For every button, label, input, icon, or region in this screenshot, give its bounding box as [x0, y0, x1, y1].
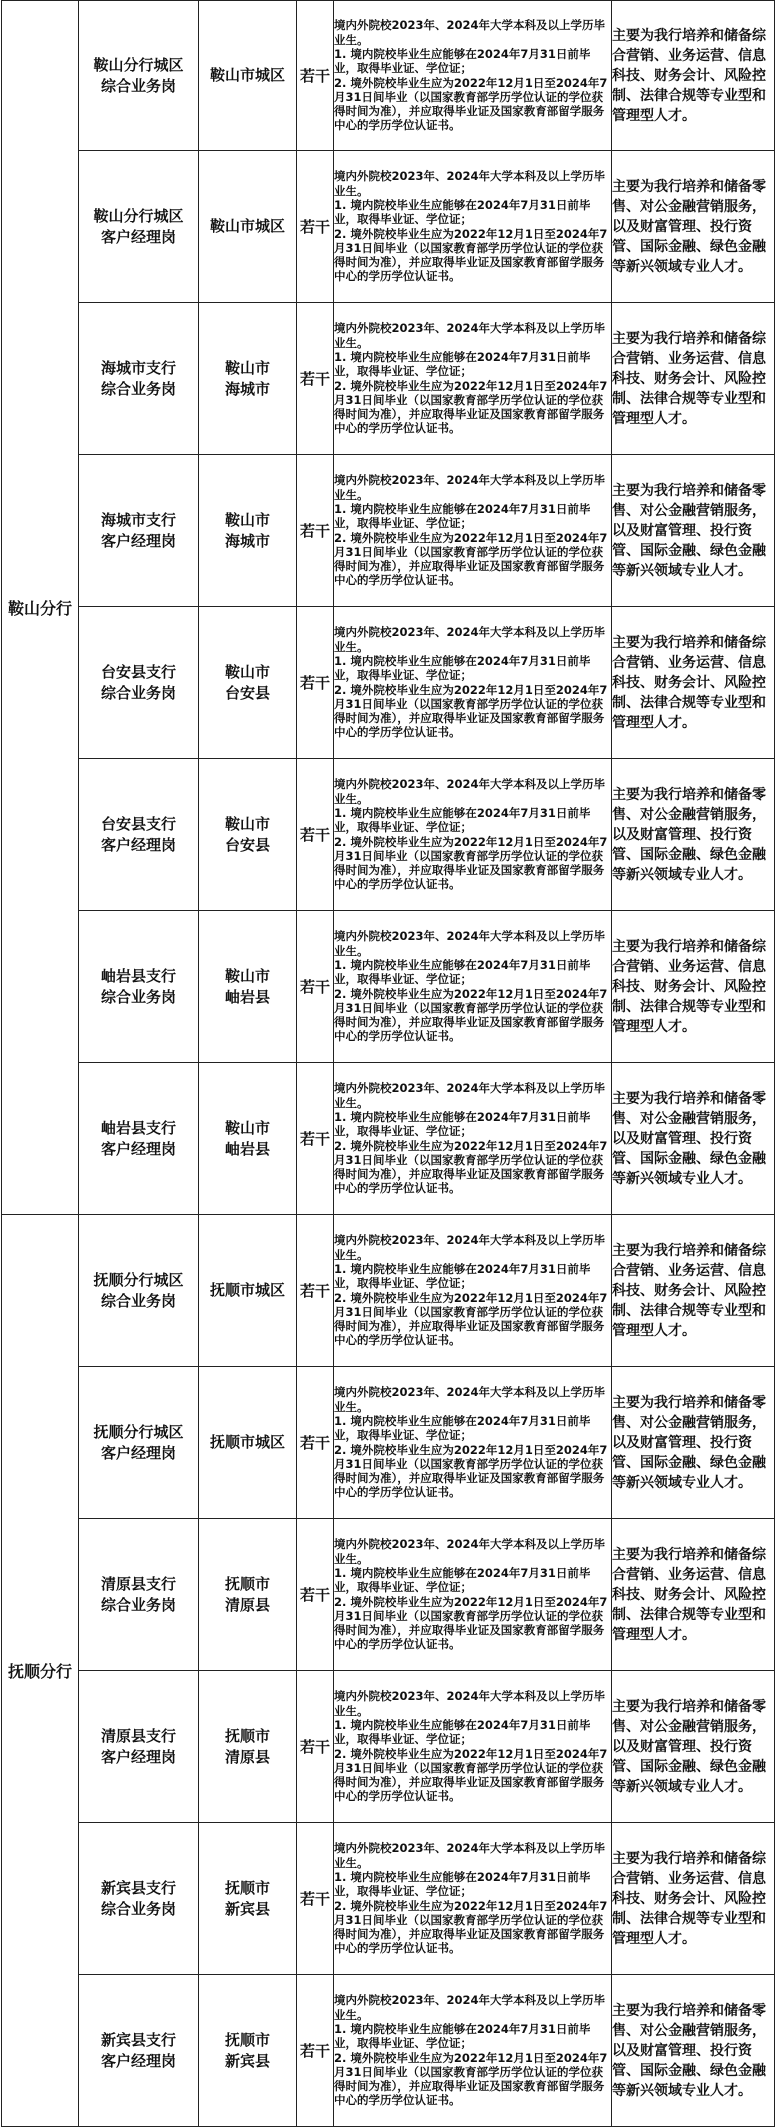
- position-cell: [79, 1975, 199, 2127]
- cell-line: 抚顺市: [224, 1878, 270, 1897]
- cell-line: 台安县支行: [100, 662, 176, 681]
- location-cell: [199, 1215, 297, 1367]
- cell-line: 鞍山市: [224, 510, 270, 529]
- requirement-item1: 1. 境内院校毕业生应能够在2024年7月31日前毕业，取得毕业证、学位证；: [334, 805, 591, 835]
- cell-line: 综合业务岗: [100, 987, 176, 1006]
- duty-cell: 主要为我行培养和储备综合营销、业务运营、信息科技、财务会计、风险控制、法律合规等专业型和管理型人才。: [612, 607, 775, 759]
- cell-line: 抚顺分行城区: [93, 1270, 184, 1289]
- cell-line: 综合业务岗: [100, 1899, 176, 1918]
- requirement-intro: 境内外院校2023年、2024年大学本科及以上学历毕业生。: [334, 929, 606, 958]
- recruitment-table: [1, 0, 775, 2127]
- cell-line: 清原县支行: [100, 1574, 176, 1593]
- requirement-cell: [334, 303, 612, 455]
- table-row: [2, 1, 775, 151]
- table-row: [2, 1367, 775, 1519]
- requirement-cell: [334, 1519, 612, 1671]
- duty-cell: 主要为我行培养和储备综合营销、业务运营、信息科技、财务会计、风险控制、法律合规等专业型和管理型人才。: [612, 303, 775, 455]
- cell-line: 鞍山分行城区: [93, 55, 184, 74]
- requirement-item1: 1. 境内院校毕业生应能够在2024年7月31日前毕业，取得毕业证、学位证；: [334, 1717, 591, 1747]
- position-cell: [79, 1063, 199, 1215]
- requirement-cell: [334, 1823, 612, 1975]
- cell-line: 抚顺市: [224, 1726, 270, 1745]
- location-cell: [199, 151, 297, 303]
- requirement-cell: [334, 151, 612, 303]
- requirement-intro: 境内外院校2023年、2024年大学本科及以上学历毕业生。: [334, 1385, 606, 1414]
- position-cell: [79, 455, 199, 607]
- branch-cell: 抚顺分行: [2, 1215, 79, 2127]
- table-body: [2, 1, 775, 2127]
- cell-line: 客户经理岗: [100, 1747, 176, 1766]
- location-cell: [199, 911, 297, 1063]
- quantity-cell: 若干: [297, 151, 334, 303]
- location-cell: [199, 607, 297, 759]
- table-row: [2, 1975, 775, 2127]
- cell-line: 抚顺分行城区: [93, 1422, 184, 1441]
- quantity-cell: 若干: [297, 303, 334, 455]
- location-cell: [199, 1063, 297, 1215]
- location-cell: [199, 1975, 297, 2127]
- requirement-cell: [334, 911, 612, 1063]
- quantity-cell: 若干: [297, 911, 334, 1063]
- cell-line: 清原县支行: [100, 1726, 176, 1745]
- requirement-item1: 1. 境内院校毕业生应能够在2024年7月31日前毕业，取得毕业证、学位证；: [334, 1869, 591, 1899]
- requirement-item2: 2. 境外院校毕业生应为2022年12月1日至2024年7月31日间毕业（以国家教育部学历学位认证的学位获得时间为准），并应取得毕业证及国家教育部留学服务中心的学历学位认证书。: [334, 1594, 608, 1652]
- requirement-item2: 2. 境外院校毕业生应为2022年12月1日至2024年7月31日间毕业（以国家教育部学历学位认证的学位获得时间为准），并应取得毕业证及国家教育部留学服务中心的学历学位认证书。: [334, 1290, 608, 1348]
- cell-line: 抚顺市城区: [209, 1433, 285, 1451]
- requirement-intro: 境内外院校2023年、2024年大学本科及以上学历毕业生。: [334, 1993, 606, 2022]
- table-row: [2, 1823, 775, 1975]
- cell-line: 抚顺市: [224, 1574, 270, 1593]
- requirement-intro: 境内外院校2023年、2024年大学本科及以上学历毕业生。: [334, 1841, 606, 1870]
- cell-line: 新宾县支行: [100, 1878, 176, 1897]
- quantity-cell: 若干: [297, 759, 334, 911]
- cell-line: 鞍山市城区: [209, 66, 285, 84]
- cell-line: 岫岩县: [224, 1139, 270, 1158]
- requirement-item2: 2. 境外院校毕业生应为2022年12月1日至2024年7月31日间毕业（以国家教育部学历学位认证的学位获得时间为准），并应取得毕业证及国家教育部留学服务中心的学历学位认证书。: [334, 1138, 608, 1196]
- quantity-cell: 若干: [297, 1063, 334, 1215]
- position-cell: [79, 1, 199, 151]
- position-cell: [79, 303, 199, 455]
- location-cell: [199, 455, 297, 607]
- cell-line: 客户经理岗: [100, 2051, 176, 2070]
- branch-cell: 鞍山分行: [2, 1, 79, 1215]
- cell-line: 台安县: [224, 835, 270, 854]
- requirement-cell: [334, 759, 612, 911]
- location-cell: [199, 1823, 297, 1975]
- location-cell: [199, 303, 297, 455]
- quantity-cell: 若干: [297, 1, 334, 151]
- duty-cell: 主要为我行培养和储备零售、对公金融营销服务，以及财富管理、投行资管、国际金融、绿色金融等新兴领域专业人才。: [612, 455, 775, 607]
- location-cell: [199, 1, 297, 151]
- requirement-item1: 1. 境内院校毕业生应能够在2024年7月31日前毕业，取得毕业证、学位证；: [334, 197, 591, 227]
- cell-line: 鞍山市: [224, 1118, 270, 1137]
- requirement-item2: 2. 境外院校毕业生应为2022年12月1日至2024年7月31日间毕业（以国家教育部学历学位认证的学位获得时间为准），并应取得毕业证及国家教育部留学服务中心的学历学位认证书。: [334, 1898, 608, 1956]
- position-cell: [79, 151, 199, 303]
- position-cell: [79, 759, 199, 911]
- requirement-item1: 1. 境内院校毕业生应能够在2024年7月31日前毕业，取得毕业证、学位证；: [334, 653, 591, 683]
- cell-line: 台安县支行: [100, 814, 176, 833]
- cell-line: 新宾县: [224, 1899, 270, 1918]
- requirement-item2: 2. 境外院校毕业生应为2022年12月1日至2024年7月31日间毕业（以国家教育部学历学位认证的学位获得时间为准），并应取得毕业证及国家教育部留学服务中心的学历学位认证书。: [334, 986, 608, 1044]
- table-row: [2, 1215, 775, 1367]
- requirement-cell: [334, 1215, 612, 1367]
- requirement-item2: 2. 境外院校毕业生应为2022年12月1日至2024年7月31日间毕业（以国家教育部学历学位认证的学位获得时间为准），并应取得毕业证及国家教育部留学服务中心的学历学位认证书。: [334, 226, 608, 284]
- cell-line: 鞍山市: [224, 662, 270, 681]
- duty-cell: 主要为我行培养和储备综合营销、业务运营、信息科技、财务会计、风险控制、法律合规等专业型和管理型人才。: [612, 911, 775, 1063]
- requirement-intro: 境内外院校2023年、2024年大学本科及以上学历毕业生。: [334, 1081, 606, 1110]
- requirement-intro: 境内外院校2023年、2024年大学本科及以上学历毕业生。: [334, 1689, 606, 1718]
- requirement-item1: 1. 境内院校毕业生应能够在2024年7月31日前毕业，取得毕业证、学位证；: [334, 1261, 591, 1291]
- requirement-intro: 境内外院校2023年、2024年大学本科及以上学历毕业生。: [334, 321, 606, 350]
- requirement-item1: 1. 境内院校毕业生应能够在2024年7月31日前毕业，取得毕业证、学位证；: [334, 501, 591, 531]
- requirement-item2: 2. 境外院校毕业生应为2022年12月1日至2024年7月31日间毕业（以国家教育部学历学位认证的学位获得时间为准），并应取得毕业证及国家教育部留学服务中心的学历学位认证书。: [334, 2050, 608, 2108]
- duty-cell: 主要为我行培养和储备零售、对公金融营销服务，以及财富管理、投行资管、国际金融、绿色金融等新兴领域专业人才。: [612, 1063, 775, 1215]
- quantity-cell: 若干: [297, 1215, 334, 1367]
- cell-line: 鞍山市城区: [209, 217, 285, 235]
- cell-line: 客户经理岗: [100, 227, 176, 246]
- duty-cell: 主要为我行培养和储备零售、对公金融营销服务，以及财富管理、投行资管、国际金融、绿色金融等新兴领域专业人才。: [612, 151, 775, 303]
- table-row: [2, 1063, 775, 1215]
- cell-line: 岫岩县支行: [100, 966, 176, 985]
- location-cell: [199, 1367, 297, 1519]
- cell-line: 综合业务岗: [100, 379, 176, 398]
- requirement-intro: 境内外院校2023年、2024年大学本科及以上学历毕业生。: [334, 18, 606, 47]
- table-row: [2, 1519, 775, 1671]
- position-cell: [79, 1519, 199, 1671]
- position-cell: [79, 1823, 199, 1975]
- cell-line: 海城市支行: [100, 510, 176, 529]
- cell-line: 鞍山市: [224, 358, 270, 377]
- requirement-intro: 境内外院校2023年、2024年大学本科及以上学历毕业生。: [334, 1537, 606, 1566]
- table-row: [2, 455, 775, 607]
- table-row: [2, 1671, 775, 1823]
- cell-line: 清原县: [224, 1747, 270, 1766]
- requirement-item2: 2. 境外院校毕业生应为2022年12月1日至2024年7月31日间毕业（以国家教育部学历学位认证的学位获得时间为准），并应取得毕业证及国家教育部留学服务中心的学历学位认证书。: [334, 75, 608, 133]
- requirement-item1: 1. 境内院校毕业生应能够在2024年7月31日前毕业，取得毕业证、学位证；: [334, 1565, 591, 1595]
- requirement-item1: 1. 境内院校毕业生应能够在2024年7月31日前毕业，取得毕业证、学位证；: [334, 2021, 591, 2051]
- quantity-cell: 若干: [297, 1975, 334, 2127]
- requirement-cell: [334, 455, 612, 607]
- requirement-intro: 境内外院校2023年、2024年大学本科及以上学历毕业生。: [334, 169, 606, 198]
- location-cell: [199, 759, 297, 911]
- quantity-cell: 若干: [297, 1367, 334, 1519]
- cell-line: 客户经理岗: [100, 531, 176, 550]
- cell-line: 鞍山分行城区: [93, 206, 184, 225]
- requirement-item2: 2. 境外院校毕业生应为2022年12月1日至2024年7月31日间毕业（以国家教育部学历学位认证的学位获得时间为准），并应取得毕业证及国家教育部留学服务中心的学历学位认证书。: [334, 1746, 608, 1804]
- cell-line: 抚顺市: [224, 2030, 270, 2049]
- position-cell: [79, 607, 199, 759]
- cell-line: 海城市: [224, 531, 270, 550]
- cell-line: 鞍山市: [224, 814, 270, 833]
- cell-line: 海城市支行: [100, 358, 176, 377]
- requirement-item2: 2. 境外院校毕业生应为2022年12月1日至2024年7月31日间毕业（以国家教育部学历学位认证的学位获得时间为准），并应取得毕业证及国家教育部留学服务中心的学历学位认证书。: [334, 682, 608, 740]
- requirement-intro: 境内外院校2023年、2024年大学本科及以上学历毕业生。: [334, 1233, 606, 1262]
- cell-line: 综合业务岗: [100, 76, 176, 95]
- quantity-cell: 若干: [297, 1823, 334, 1975]
- cell-line: 鞍山市: [224, 966, 270, 985]
- requirement-intro: 境内外院校2023年、2024年大学本科及以上学历毕业生。: [334, 625, 606, 654]
- requirement-cell: [334, 607, 612, 759]
- requirement-item2: 2. 境外院校毕业生应为2022年12月1日至2024年7月31日间毕业（以国家教育部学历学位认证的学位获得时间为准），并应取得毕业证及国家教育部留学服务中心的学历学位认证书。: [334, 834, 608, 892]
- cell-line: 综合业务岗: [100, 683, 176, 702]
- requirement-item1: 1. 境内院校毕业生应能够在2024年7月31日前毕业，取得毕业证、学位证；: [334, 1109, 591, 1139]
- requirement-item2: 2. 境外院校毕业生应为2022年12月1日至2024年7月31日间毕业（以国家教育部学历学位认证的学位获得时间为准），并应取得毕业证及国家教育部留学服务中心的学历学位认证书。: [334, 1442, 608, 1500]
- cell-line: 新宾县: [224, 2051, 270, 2070]
- requirement-cell: [334, 1671, 612, 1823]
- requirement-item1: 1. 境内院校毕业生应能够在2024年7月31日前毕业，取得毕业证、学位证；: [334, 1413, 591, 1443]
- requirement-item1: 1. 境内院校毕业生应能够在2024年7月31日前毕业，取得毕业证、学位证；: [334, 957, 591, 987]
- cell-line: 岫岩县支行: [100, 1118, 176, 1137]
- duty-cell: 主要为我行培养和储备综合营销、业务运营、信息科技、财务会计、风险控制、法律合规等专业型和管理型人才。: [612, 1823, 775, 1975]
- requirement-intro: 境内外院校2023年、2024年大学本科及以上学历毕业生。: [334, 473, 606, 502]
- requirement-item2: 2. 境外院校毕业生应为2022年12月1日至2024年7月31日间毕业（以国家教育部学历学位认证的学位获得时间为准），并应取得毕业证及国家教育部留学服务中心的学历学位认证书。: [334, 530, 608, 588]
- cell-line: 岫岩县: [224, 987, 270, 1006]
- location-cell: [199, 1519, 297, 1671]
- cell-line: 综合业务岗: [100, 1595, 176, 1614]
- cell-line: 清原县: [224, 1595, 270, 1614]
- position-cell: [79, 1215, 199, 1367]
- quantity-cell: 若干: [297, 1519, 334, 1671]
- cell-line: 客户经理岗: [100, 835, 176, 854]
- table-row: [2, 911, 775, 1063]
- table-row: [2, 759, 775, 911]
- cell-line: 客户经理岗: [100, 1139, 176, 1158]
- requirement-cell: [334, 1367, 612, 1519]
- requirement-cell: [334, 1, 612, 151]
- cell-line: 新宾县支行: [100, 2030, 176, 2049]
- duty-cell: 主要为我行培养和储备零售、对公金融营销服务，以及财富管理、投行资管、国际金融、绿色金融等新兴领域专业人才。: [612, 1671, 775, 1823]
- quantity-cell: 若干: [297, 455, 334, 607]
- table-row: [2, 303, 775, 455]
- duty-cell: 主要为我行培养和储备零售、对公金融营销服务，以及财富管理、投行资管、国际金融、绿色金融等新兴领域专业人才。: [612, 1367, 775, 1519]
- requirement-item1: 1. 境内院校毕业生应能够在2024年7月31日前毕业，取得毕业证、学位证；: [334, 46, 591, 76]
- cell-line: 客户经理岗: [100, 1443, 176, 1462]
- table-row: [2, 607, 775, 759]
- duty-cell: 主要为我行培养和储备综合营销、业务运营、信息科技、财务会计、风险控制、法律合规等专业型和管理型人才。: [612, 1, 775, 151]
- quantity-cell: 若干: [297, 1671, 334, 1823]
- requirement-cell: [334, 1975, 612, 2127]
- cell-line: 海城市: [224, 379, 270, 398]
- position-cell: [79, 1367, 199, 1519]
- requirement-item1: 1. 境内院校毕业生应能够在2024年7月31日前毕业，取得毕业证、学位证；: [334, 349, 591, 379]
- cell-line: 综合业务岗: [100, 1291, 176, 1310]
- duty-cell: 主要为我行培养和储备零售、对公金融营销服务，以及财富管理、投行资管、国际金融、绿色金融等新兴领域专业人才。: [612, 759, 775, 911]
- quantity-cell: 若干: [297, 607, 334, 759]
- requirement-cell: [334, 1063, 612, 1215]
- duty-cell: 主要为我行培养和储备零售、对公金融营销服务，以及财富管理、投行资管、国际金融、绿色金融等新兴领域专业人才。: [612, 1975, 775, 2127]
- requirement-intro: 境内外院校2023年、2024年大学本科及以上学历毕业生。: [334, 777, 606, 806]
- requirement-item2: 2. 境外院校毕业生应为2022年12月1日至2024年7月31日间毕业（以国家教育部学历学位认证的学位获得时间为准），并应取得毕业证及国家教育部留学服务中心的学历学位认证书。: [334, 378, 608, 436]
- location-cell: [199, 1671, 297, 1823]
- cell-line: 台安县: [224, 683, 270, 702]
- table-row: [2, 151, 775, 303]
- duty-cell: 主要为我行培养和储备综合营销、业务运营、信息科技、财务会计、风险控制、法律合规等专业型和管理型人才。: [612, 1519, 775, 1671]
- position-cell: [79, 911, 199, 1063]
- position-cell: [79, 1671, 199, 1823]
- duty-cell: 主要为我行培养和储备综合营销、业务运营、信息科技、财务会计、风险控制、法律合规等专业型和管理型人才。: [612, 1215, 775, 1367]
- cell-line: 抚顺市城区: [209, 1281, 285, 1299]
